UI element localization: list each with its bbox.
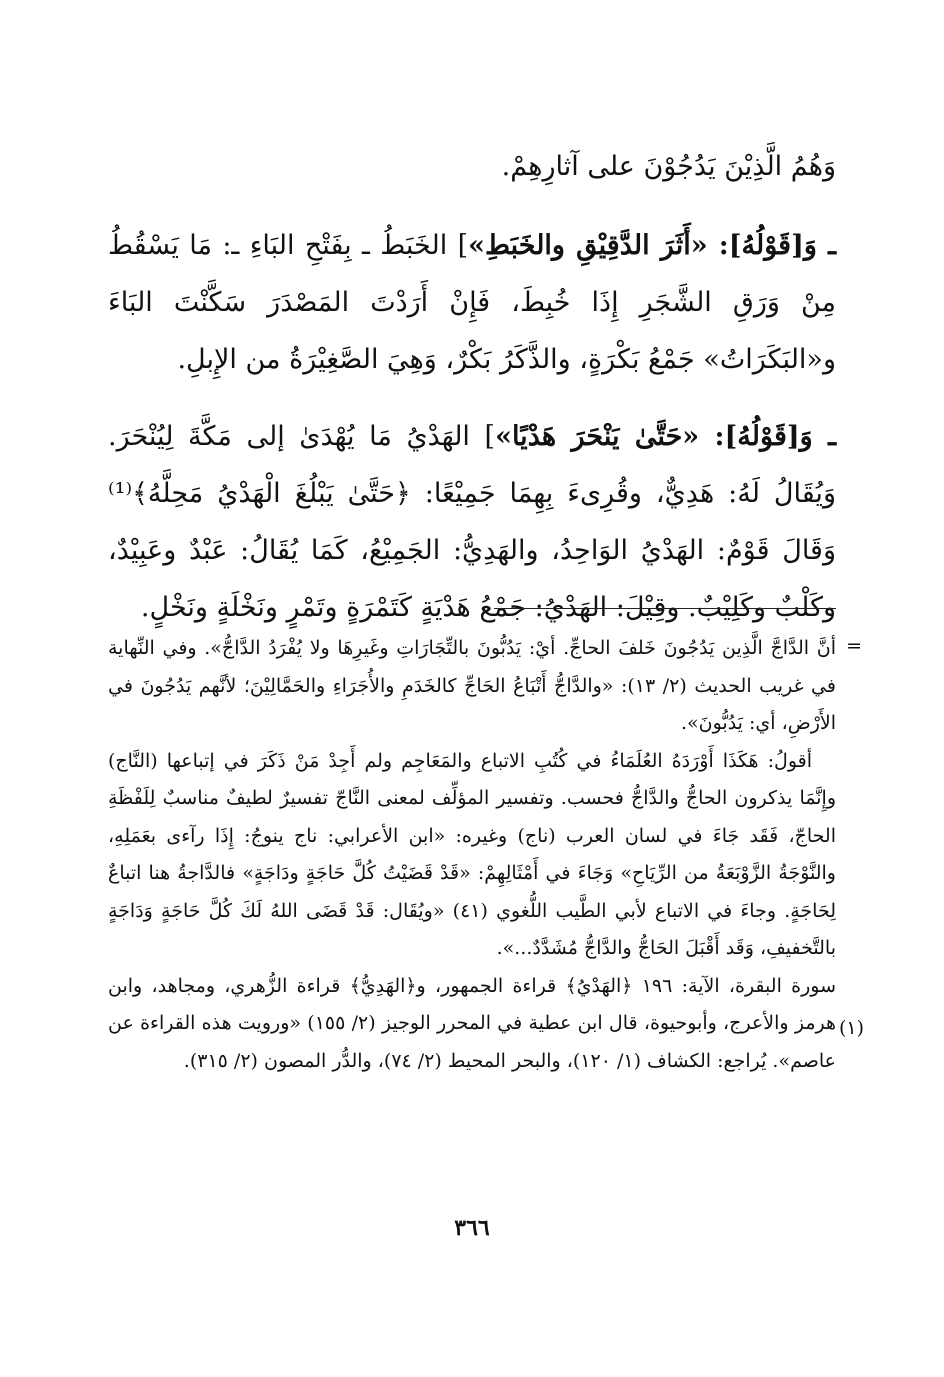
footnote-comment: أقولُ: هَكَذَا أَوْرَدَهُ العُلَمَاءُ في كُتُبِ الاتباع والمَعَاجِم ولم أَجِدْ مَنْ ذَكَرَ في إتباعها (النَّاج) وإِنَّمَا يذكرون الحاجُّ والدَّاجُّ فحسب. وتفسير المؤلِّف لمعنى النَّاجّ تفسيرٌ لطيفٌ مناسبٌ لِلَفْظَةِ الحاجّ، فَقَد جَاءَ في لسان العرب (ناج) وغيره: «ابن الأعرابي: ناج ينوجُ: إِذَا رآءى بعَمَلِهِ، والنَّوْجَةُ الزَّوْبَعَةُ من الرِّيَاحِ» وَجَاءَ في أَمْثَالِهِمْ: «قَدْ قَضَيْتُ كُلَّ حَاجَةٍ ودَاجَةٍ» فالدَّاجةُ هنا اتباعٌ لِحَاجَةٍ. وجاءَ في الاتباع لأبي الطَّيب اللُّغوي (٤١) «ويُقَال: قَدْ قَضَى اللهُ لَكَ كُلَّ حَاجَةٍ وَدَاجَةٍ بالتَّخفيفِ، وَقَد أَقْبَلَ الحَاجُّ والدَّاجُّ مُشَدَّدٌ...». bbox=[108, 749, 837, 959]
paragraph-khabat bbox=[108, 217, 836, 388]
entry-text-khabat: ] الخَبَطُ ـ بِفَتْحِ البَاءِ ـ: مَا يَسْقُطُ مِنْ وَرَقِ الشَّجَرِ إِذَا خُبِطَ، فَإِنْ أَرَدْتَ المَصْدَرَ سَكَّنْتَ البَاءَ و«البَكَرَاتُ» جَمْعُ بَكْرَةٍ، والذَّكَرُ بَكْرٌ، وَهِيَ الصَّغِيْرَةُ من الإِبلِ. bbox=[108, 230, 836, 375]
footnote-continued: أنَّ الدَّاجَّ الَّذِين يَدُجُونَ خَلفَ الحاجِّ. أيْ: يَدُبُّونَ بالتِّجَارَاتِ وغَيرِهَا ولا يُفْرَدُ الدَّاجُّ». وفي النِّهاية في غريب الحديث (٢/ ١٣): «والدَّاجُّ أَتْبَاعُ الحَاجِّ كالخَدَمِ والأُجَرَاءِ والحَمَّالِيْنَ؛ لأنَّهم يَدُجُونَ في الأَرْضِ، أي: يَدُبُّونَ». bbox=[108, 637, 836, 734]
footnote-separator bbox=[494, 608, 836, 609]
entry-label-khabat: ـ وَ[قَوْلُهُ]: «أَثَرَ الدَّقِيْقِ والخَبَطِ» bbox=[468, 230, 836, 261]
footnote-1-number: (١) bbox=[838, 1017, 864, 1039]
entry-text-hady: ] الهَدْيُ مَا يُهْدَىٰ إلى مَكَّةَ لِيُنْحَرَ. وَيُقَالُ لَهُ: هَدِيٌّ، وقُرِىءَ بِهِمَا جَمِيْعًا: ﴿حَتَّىٰ يَبْلُغَ الْهَدْيُ مَحِلَّهُ﴾⁽¹⁾ وَقَالَ قَوْمٌ: الهَدْيُ الوَاحِدُ، والهَدِيُّ: الجَمِيْعُ، كَمَا يُقَالُ: عَبْدٌ وعَبِيْدٌ، وكَلْبٌ وكَلِيْبٌ. وقِيْلَ: الهَدْيُ: جَمْعُ هَدْيَةٍ كَتَمْرَةٍ وتَمْرٍ ونَخْلَةٍ ونَخْلٍ. bbox=[108, 421, 836, 623]
page-number: ٣٦٦ bbox=[454, 1215, 490, 1241]
intro-line: وَهُمُ الَّذِيْنَ يَدُجُوْنَ على آثارِهِمْ. bbox=[501, 151, 836, 182]
paragraph-hady bbox=[108, 408, 836, 636]
continuation-mark: = bbox=[846, 635, 862, 657]
main-text bbox=[108, 138, 836, 656]
entry-label-hady: ـ وَ[قَوْلُهُ]: «حَتَّىٰ يَنْحَرَ هَدْيًا» bbox=[495, 421, 836, 452]
footnotes bbox=[108, 630, 836, 1080]
footnote-1-text: سورة البقرة، الآية: ١٩٦ ﴿الهَدْيُ﴾ قراءة الجمهور، و﴿الهَدِيُّ﴾ قراءة الزُّهري، ومجاهد، وابن هرمز والأعرج، وأبوحيوة، قال ابن عطية في المحرر الوجيز (٢/ ١٥٥) «ورويت هذه القراءة عن عاصم». يُراجع: الكشاف (١/ ١٢٠)، والبحر المحيط (٢/ ٧٤)، والدُّر المصون (٢/ ٣١٥). bbox=[108, 974, 836, 1072]
